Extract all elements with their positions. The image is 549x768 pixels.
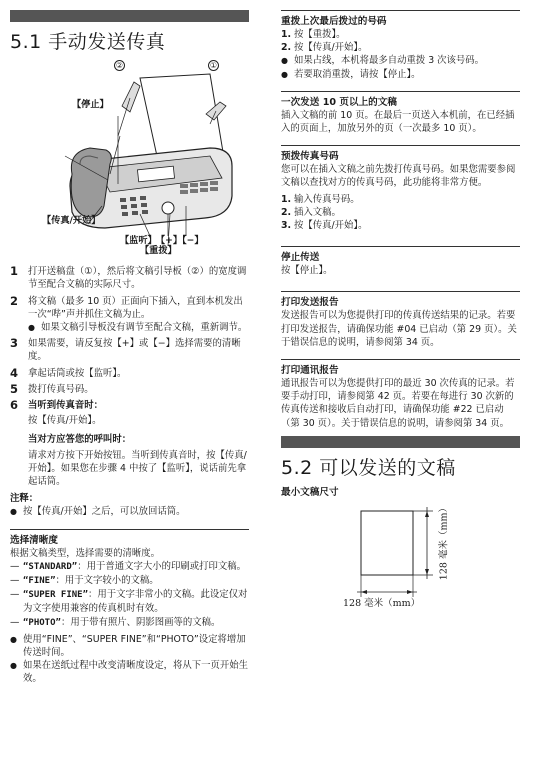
min-size-diagram bbox=[281, 502, 520, 615]
over10-title: 一次发送 10 页以上的文稿 bbox=[281, 96, 397, 108]
step-number: 3. bbox=[281, 220, 292, 232]
journal-section bbox=[281, 359, 520, 430]
redial-bullet bbox=[281, 68, 520, 81]
over10-section bbox=[281, 91, 520, 135]
step-body bbox=[28, 295, 249, 335]
step-number: 6 bbox=[10, 398, 19, 413]
dash-icon: — bbox=[10, 560, 20, 572]
callout-monitor: 【监听】 bbox=[120, 235, 157, 246]
step-number: 2 bbox=[10, 293, 19, 308]
bullet-icon: ● bbox=[28, 323, 35, 333]
step-text: 将文稿（最多 10 页）正面向下插入，直到本机发出一次“哔”声并抓住文稿为止。 bbox=[28, 295, 243, 320]
step-number: 3 bbox=[10, 336, 19, 351]
redial-bullet bbox=[281, 54, 520, 67]
callout-number-2: ② bbox=[115, 61, 124, 70]
resolution-bullet bbox=[10, 659, 249, 685]
resolution-desc: ：用于带有照片、阴影图画等的文稿。 bbox=[60, 616, 221, 628]
width-label: 128 毫米（mm） bbox=[343, 597, 421, 609]
dash-icon: — bbox=[10, 616, 20, 628]
bullet-text: 如果文稿引导板没有调节至配合文稿，重新调节。 bbox=[41, 322, 248, 334]
resolution-name: “PHOTO” bbox=[23, 617, 61, 628]
bullet-icon: ● bbox=[10, 507, 17, 517]
step-number: 4 bbox=[10, 365, 19, 380]
bullet-text: 若要取消重拨，请按【停止】。 bbox=[294, 68, 421, 80]
over10-body: 插入文稿的前 10 页。在最后一页送入本机前，在已经插入的页面上，加放另外的页（一次最多 10 页）。 bbox=[281, 109, 515, 135]
step-number: 1. bbox=[281, 193, 292, 205]
journal-title: 打印通讯报告 bbox=[281, 365, 339, 377]
stop-body: 按【停止】。 bbox=[281, 265, 333, 277]
bullet-icon: ● bbox=[10, 661, 17, 671]
bullet-text: 如果在送纸过程中改变清晰度设定，将从下一页开始生效。 bbox=[23, 660, 249, 685]
step-text: 拿起话筒或按【监听】。 bbox=[28, 367, 127, 379]
resolution-name: “SUPER FINE” bbox=[23, 590, 89, 601]
resolution-desc: ：用于文字非常小的文稿。此设定仅对为文字使用兼容的传真机时有效。 bbox=[23, 589, 248, 615]
step-5 bbox=[10, 383, 249, 396]
note-bullet bbox=[10, 505, 249, 518]
predial-title: 预拨传真号码 bbox=[281, 151, 339, 163]
step-number: 1. bbox=[281, 29, 292, 40]
resolution-desc: ：用于文字较小的文稿。 bbox=[55, 575, 159, 587]
callout-plus-minus: 【+】【−】 bbox=[156, 235, 204, 246]
step-number: 5 bbox=[10, 381, 19, 396]
resolution-item bbox=[10, 574, 249, 588]
bullet-text: 使用“FINE”、“SUPER FINE”和“PHOTO”设定将增加传送时间。 bbox=[23, 633, 246, 659]
step-text: 按【传真/开始】。 bbox=[294, 220, 368, 232]
redial-step bbox=[281, 41, 520, 54]
step-number: 2. bbox=[281, 206, 292, 218]
page-title: 5.1 手动发送传真 bbox=[10, 31, 166, 53]
resolution-item bbox=[10, 560, 249, 574]
step-6 bbox=[10, 399, 249, 488]
step-1 bbox=[10, 265, 249, 291]
callout-redial: 【重拨】 bbox=[140, 245, 177, 256]
step-text: 输入传真号码。 bbox=[294, 193, 360, 205]
callout-fax-start: 【传真/开始】 bbox=[42, 215, 101, 226]
height-label: 128 毫米（mm） bbox=[438, 502, 450, 581]
step-text: 按【传真/开始】。 bbox=[294, 42, 368, 54]
step-6-body: 按【传真/开始】。 bbox=[28, 415, 102, 427]
right-column bbox=[281, 0, 520, 615]
step-text: 如果需要，请反复按【+】或【−】选择需要的清晰度。 bbox=[28, 338, 241, 363]
callout-number-1: ① bbox=[209, 61, 218, 70]
predial-section bbox=[281, 145, 520, 232]
resolution-name: “STANDARD” bbox=[23, 561, 78, 572]
callout-stop: 【停止】 bbox=[72, 99, 109, 110]
dash-icon: — bbox=[10, 589, 20, 601]
step-2 bbox=[10, 295, 249, 335]
steps-list bbox=[10, 265, 249, 488]
journal-body: 通讯报告可以为您提供打印的最近 30 次传真的记录。若要手动打印，请参阅第 42 页。若要在每进行 30 次新的传真传送和接收后自动打印，请确保功能 #22 已启动（第 30 页）。关于错误信息的说明，请参阅第 34 页。 bbox=[281, 378, 515, 429]
resolution-item bbox=[10, 588, 249, 615]
step-3 bbox=[10, 337, 249, 363]
step-2-bullet bbox=[28, 321, 249, 334]
sending-report-section bbox=[281, 291, 520, 349]
resolution-title: 选择清晰度 bbox=[10, 534, 58, 546]
resolution-intro: 根据文稿类型，选择需要的清晰度。 bbox=[10, 547, 161, 559]
fax-machine-figure bbox=[10, 56, 249, 248]
redial-step bbox=[281, 28, 520, 41]
step-number: 2. bbox=[281, 42, 292, 54]
sending-report-body: 发送报告可以为您提供打印的传真传送结果的记录。若要打印发送报告，请确保功能 #04 已启动（第 29 页）。关于错误信息的说明，请参阅第 34 页。 bbox=[281, 310, 517, 348]
step-text: 插入文稿。 bbox=[294, 206, 341, 218]
note-label: 注释： bbox=[10, 493, 39, 505]
section-header-bar bbox=[281, 436, 520, 448]
stop-section bbox=[281, 246, 520, 277]
bullet-text: 按【传真/开始】之后，可以放回话筒。 bbox=[23, 506, 186, 518]
predial-body: 您可以在插入文稿之前先拨打传真号码。如果您需要参阅文稿以查找对方的传真号码，此功能将非常方便。 bbox=[281, 164, 516, 189]
stop-title: 停止传送 bbox=[281, 252, 320, 264]
redial-section bbox=[281, 10, 520, 81]
bullet-icon: ● bbox=[10, 634, 17, 644]
bullet-icon: ● bbox=[281, 56, 288, 66]
resolution-desc: ：用于普通文字大小的印刷或打印文稿。 bbox=[77, 560, 246, 572]
step-text: 按【重拨】。 bbox=[294, 29, 346, 40]
step-body bbox=[28, 399, 249, 488]
resolution-section bbox=[10, 529, 249, 686]
predial-step bbox=[281, 193, 520, 206]
bullet-icon: ● bbox=[281, 69, 288, 79]
section-header-bar bbox=[10, 10, 249, 22]
min-size-title: 最小文稿尺寸 bbox=[281, 486, 339, 498]
left-column bbox=[10, 0, 249, 686]
redial-title: 重拨上次最后拨过的号码 bbox=[281, 16, 387, 27]
predial-step bbox=[281, 219, 520, 232]
predial-step bbox=[281, 206, 520, 219]
step-6-head: 当听到传真音时： bbox=[28, 400, 104, 412]
step-text: 打开送稿盘（①），然后将文稿引导板（②）的宽度调节至配合文稿的实际尺寸。 bbox=[28, 266, 247, 291]
dash-icon: — bbox=[10, 575, 20, 587]
step-4 bbox=[10, 367, 249, 380]
section-title: 5.2 可以发送的文稿 bbox=[281, 456, 456, 479]
resolution-bullet bbox=[10, 633, 249, 659]
resolution-item bbox=[10, 616, 249, 630]
step-text: 拨打传真号码。 bbox=[28, 383, 94, 395]
step-6-subhead: 当对方应答您的呼叫时： bbox=[28, 434, 132, 446]
sending-report-title: 打印发送报告 bbox=[281, 297, 339, 309]
step-6-subbody: 请求对方按下开始按钮。当听到传真音时，按【传真/开始】。如果您在步骤 4 中按了【监听】，说话前先拿起话筒。 bbox=[28, 449, 247, 488]
bullet-text: 如果占线，本机将最多自动重拨 3 次该号码。 bbox=[294, 55, 485, 67]
step-number: 1 bbox=[10, 264, 19, 279]
resolution-name: “FINE” bbox=[23, 576, 56, 587]
